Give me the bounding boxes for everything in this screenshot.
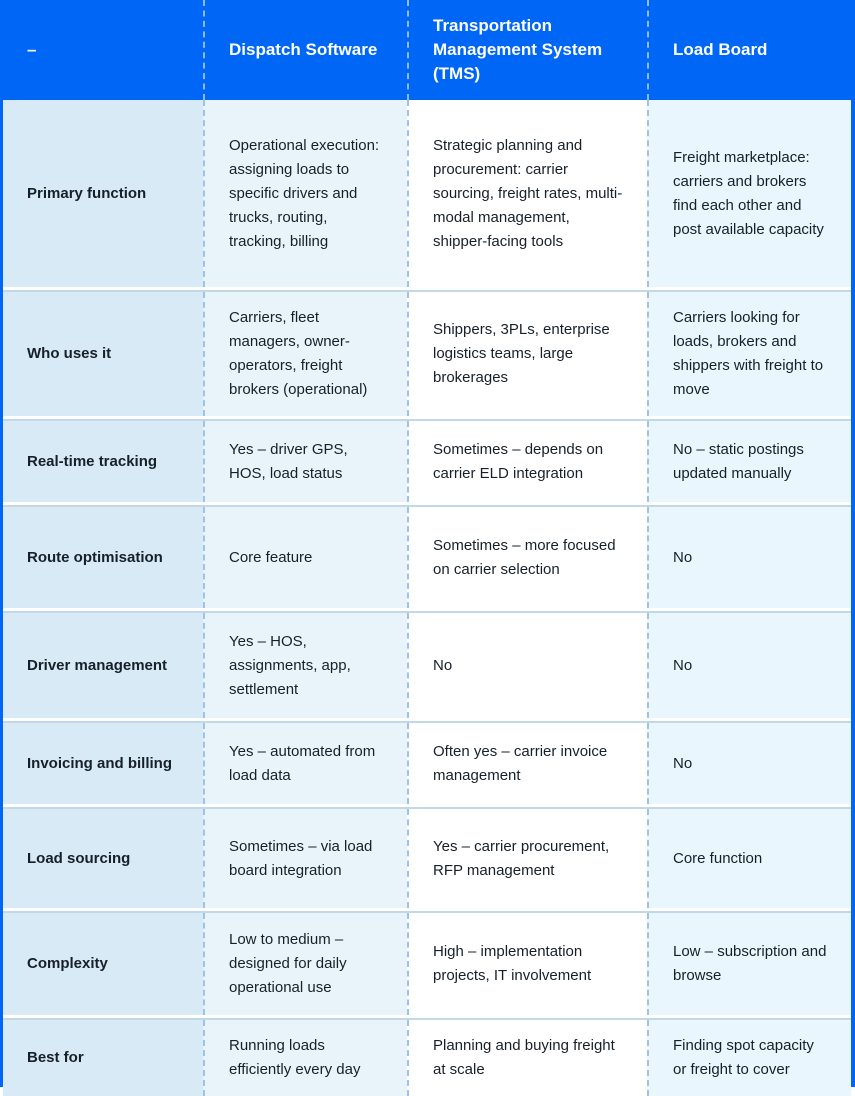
- dispatch-cell: Yes – HOS, assignments, app, settlement: [203, 613, 407, 718]
- tms-cell: Shippers, 3PLs, enterprise logistics teams, large brokerages: [407, 292, 647, 416]
- table-row-primary-function: [3, 100, 851, 287]
- dispatch-cell: Yes – driver GPS, HOS, load status: [203, 421, 407, 502]
- row-label-cell: Real-time tracking: [3, 421, 203, 502]
- table-row-complexity: [3, 911, 851, 1015]
- row-label-cell: Driver management: [3, 613, 203, 718]
- row-label-cell: Route optimisation: [3, 507, 203, 608]
- dispatch-cell: Carriers, fleet managers, owner-operators, freight brokers (operational): [203, 292, 407, 416]
- tms-cell: Sometimes – more focused on carrier selection: [407, 507, 647, 608]
- loadboard-cell: No: [647, 613, 851, 718]
- loadboard-cell: Core function: [647, 809, 851, 908]
- table-row-invoicing-and-billing: [3, 721, 851, 804]
- loadboard-cell: No: [647, 723, 851, 804]
- table-row-real-time-tracking: [3, 419, 851, 502]
- table-row-load-sourcing: [3, 807, 851, 908]
- table-row-best-for: [3, 1018, 851, 1096]
- loadboard-cell: Carriers looking for loads, brokers and shippers with freight to move: [647, 292, 851, 416]
- tms-cell: Yes – carrier procurement, RFP management: [407, 809, 647, 908]
- tms-cell: Planning and buying freight at scale: [407, 1020, 647, 1096]
- header-load-board: Load Board: [647, 0, 851, 100]
- tms-cell: Often yes – carrier invoice management: [407, 723, 647, 804]
- header-corner: –: [27, 40, 37, 60]
- table-row-driver-management: [3, 611, 851, 718]
- table-body: [3, 100, 851, 1096]
- loadboard-cell: Freight marketplace: carriers and brokers find each other and post available capacity: [647, 100, 851, 287]
- dispatch-cell: Sometimes – via load board integration: [203, 809, 407, 908]
- loadboard-cell: Low – subscription and browse: [647, 913, 851, 1015]
- dispatch-cell: Low to medium – designed for daily operational use: [203, 913, 407, 1015]
- dispatch-cell: Running loads efficiently every day: [203, 1020, 407, 1096]
- loadboard-cell: Finding spot capacity or freight to cover: [647, 1020, 851, 1096]
- row-label-cell: Who uses it: [3, 292, 203, 416]
- dispatch-cell: Yes – automated from load data: [203, 723, 407, 804]
- dispatch-cell: Core feature: [203, 507, 407, 608]
- tms-cell: Sometimes – depends on carrier ELD integration: [407, 421, 647, 502]
- row-label-cell: Primary function: [3, 100, 203, 287]
- loadboard-cell: No – static postings updated manually: [647, 421, 851, 502]
- row-label-cell: Best for: [3, 1020, 203, 1096]
- table-header-row: [3, 0, 851, 100]
- row-label-cell: Complexity: [3, 913, 203, 1015]
- row-label-cell: Load sourcing: [3, 809, 203, 908]
- table-row-route-optimisation: [3, 505, 851, 608]
- dispatch-cell: Operational execution: assigning loads to specific drivers and trucks, routing, tracking, billing: [203, 100, 407, 287]
- header-dispatch-software: Dispatch Software: [203, 0, 407, 100]
- tms-cell: No: [407, 613, 647, 718]
- loadboard-cell: No: [647, 507, 851, 608]
- header-tms: Transportation Management System (TMS): [407, 0, 647, 100]
- tms-cell: Strategic planning and procurement: carrier sourcing, freight rates, multi-modal management, shipper-facing tools: [407, 100, 647, 287]
- tms-cell: High – implementation projects, IT involvement: [407, 913, 647, 1015]
- table-row-who-uses-it: [3, 290, 851, 416]
- row-label-cell: Invoicing and billing: [3, 723, 203, 804]
